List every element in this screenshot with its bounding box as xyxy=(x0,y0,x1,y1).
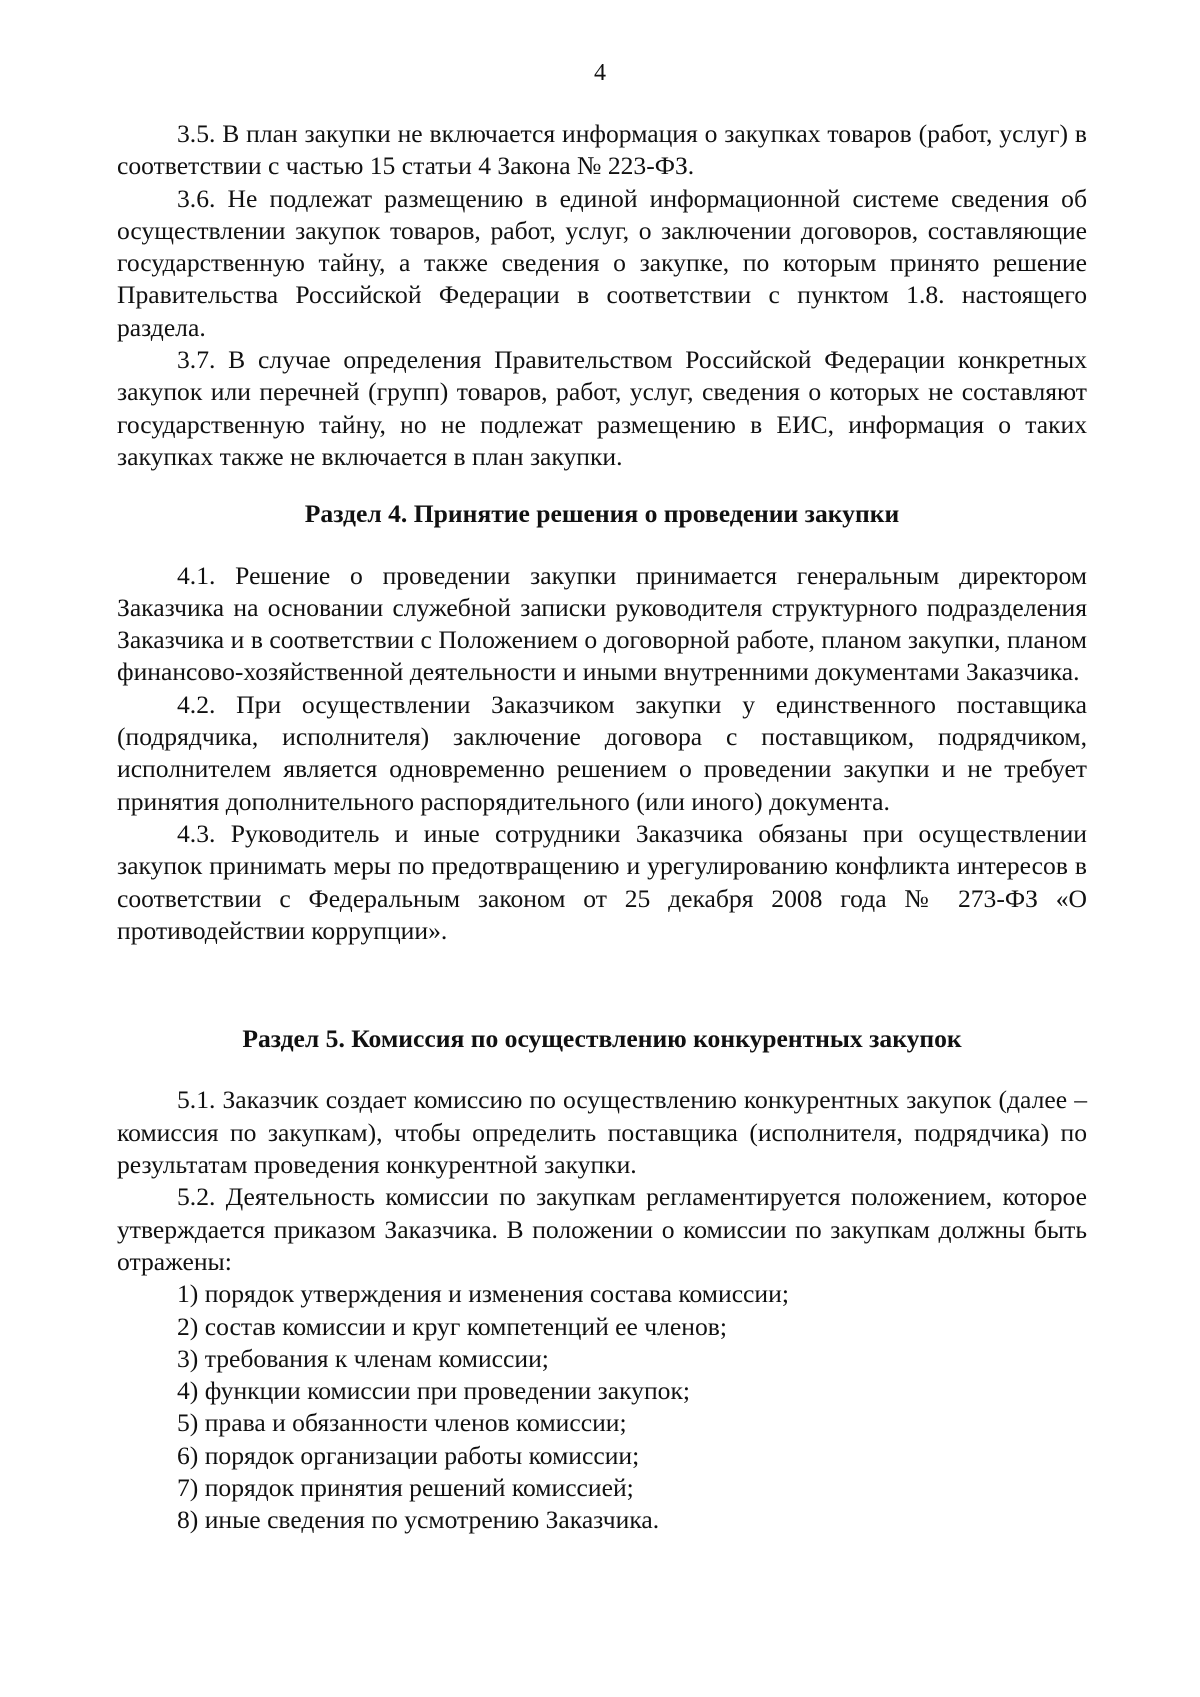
list-item: 8) иные сведения по усмотрению Заказчика. xyxy=(177,1505,660,1535)
list-item: 6) порядок организации работы комиссии; xyxy=(177,1440,640,1470)
paragraph-4-1: 4.1. Решение о проведении закупки принимается генеральным директором Заказчика на основании служебной записки руководителя структурного подразделения Заказчика и в соответствии с Положением о договорной работе, планом закупки, планом финансово-хозяйственной деятельности и иными внутренними документами Заказчика. xyxy=(117,560,1087,687)
paragraph-3-5: 3.5. В план закупки не включается информация о закупках товаров (работ, услуг) в соответствии с частью 15 статьи 4 Закона № 223-ФЗ. xyxy=(117,119,1087,181)
list-item: 5) права и обязанности членов комиссии; xyxy=(177,1408,627,1438)
paragraph-4-3: 4.3. Руководитель и иные сотрудники Заказчика обязаны при осуществлении закупок принимать меры по предотвращению и урегулированию конфликта интересов в соответствии с Федеральным законом от 25 декабря 2008 года № 273-ФЗ «О противодействии коррупции». xyxy=(117,818,1087,945)
commission-requirements-list xyxy=(117,1278,1087,1536)
list-item: 4) функции комиссии при проведении закупок; xyxy=(177,1376,691,1406)
list-item: 3) требования к членам комиссии; xyxy=(177,1343,549,1373)
paragraph-3-7: 3.7. В случае определения Правительством Российской Федерации конкретных закупок или перечней (групп) товаров, работ, услуг, сведения о которых не составляют государственную тайну, но не подлежат размещению в ЕИС, информация о таких закупках также не включается в план закупки. xyxy=(117,345,1087,471)
list-item: 2) состав комиссии и круг компетенций ее членов; xyxy=(177,1311,727,1341)
section-4-heading: Раздел 4. Принятие решения о проведении закупки xyxy=(304,499,900,529)
list-item: 1) порядок утверждения и изменения состава комиссии; xyxy=(177,1279,789,1309)
paragraph-4-2: 4.2. При осуществлении Заказчиком закупки у единственного поставщика (подрядчика, исполнителя) заключение договора с поставщиком, подрядчиком, исполнителем является одновременно решением о проведении закупки и не требует принятия дополнительного распорядительного (или иного) документа. xyxy=(117,689,1087,816)
page-number: 4 xyxy=(594,60,606,86)
paragraph-5-1: 5.1. Заказчик создает комиссию по осуществлению конкурентных закупок (далее – комиссия по закупкам), чтобы определить поставщика (исполнителя, подрядчика) по результатам проведения конкурентной закупки. xyxy=(117,1085,1087,1180)
document-body xyxy=(117,118,1087,1537)
section-5-heading: Раздел 5. Комиссия по осуществлению конкурентных закупок xyxy=(242,1024,962,1054)
paragraph-5-2: 5.2. Деятельность комиссии по закупкам регламентируется положением, которое утверждается приказом Заказчика. В положении о комиссии по закупкам должны быть отражены: xyxy=(117,1182,1087,1276)
list-item: 7) порядок принятия решений комиссией; xyxy=(177,1472,634,1502)
paragraph-3-6: 3.6. Не подлежат размещению в единой информационной системе сведения об осуществлении закупок товаров, работ, услуг, о заключении договоров, составляющие государственную тайну, а также сведения о закупке, по которым принято решение Правительства Российской Федерации в соответствии с пунктом 1.8. настоящего раздела. xyxy=(117,183,1087,342)
